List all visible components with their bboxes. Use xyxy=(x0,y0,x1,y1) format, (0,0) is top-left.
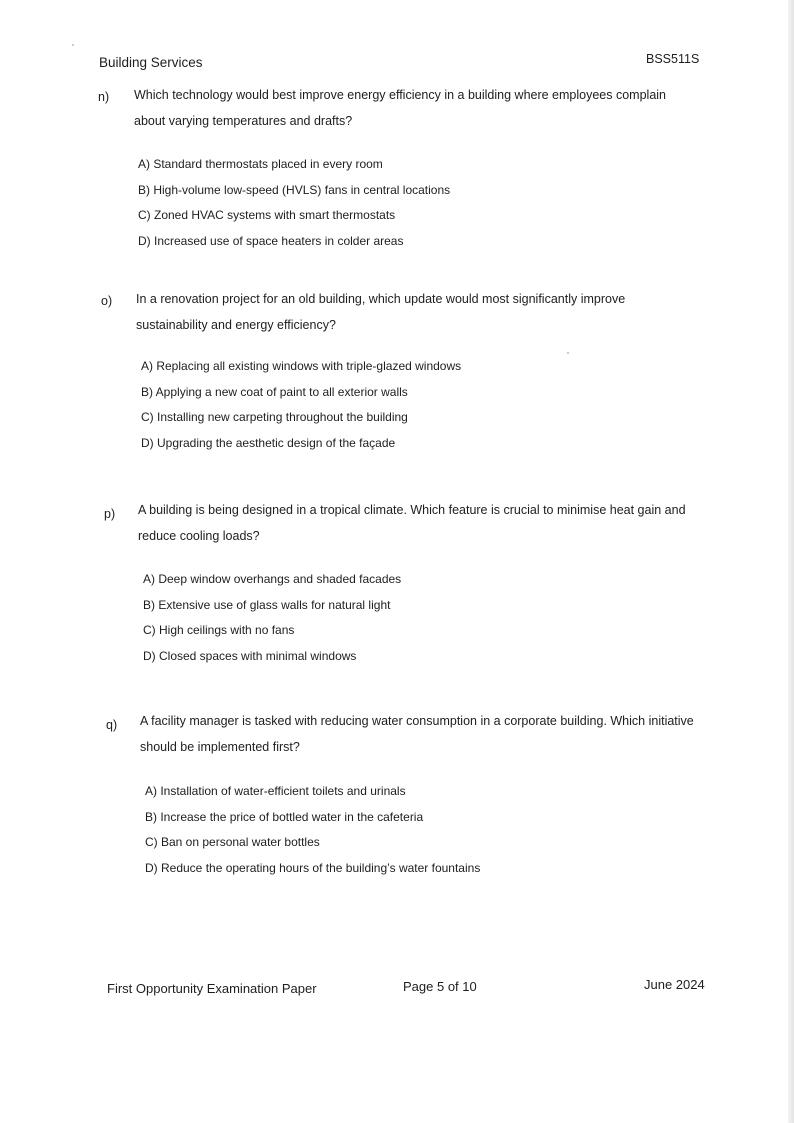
option-c: C) Zoned HVAC systems with smart thermostats xyxy=(138,208,396,222)
question-text: Which technology would best improve energy efficiency in a building where employees complain about varying temperatures and drafts? xyxy=(134,88,667,128)
option-c: C) High ceilings with no fans xyxy=(143,623,295,637)
answer-options xyxy=(141,354,461,456)
footer-title: First Opportunity Examination Paper xyxy=(107,981,317,996)
option-b: B) High-volume low-speed (HVLS) fans in central locations xyxy=(138,182,451,197)
option-b: B) Extensive use of glass walls for natural light xyxy=(143,597,391,612)
question-text: A building is being designed in a tropical climate. Which feature is crucial to minimise heat gain and reduce cooling loads? xyxy=(138,503,686,543)
answer-options xyxy=(143,567,401,669)
answer-options xyxy=(138,152,450,254)
question-number: p) xyxy=(104,507,116,521)
exam-date: June 2024 xyxy=(644,977,705,992)
question-number: q) xyxy=(106,718,118,732)
option-a: A) Standard thermostats placed in every room xyxy=(138,157,383,171)
option-d: D) Increased use of space heaters in colder areas xyxy=(138,233,404,248)
scan-page-edge xyxy=(788,0,794,1123)
option-c: C) Ban on personal water bottles xyxy=(145,835,320,849)
question-text: A facility manager is tasked with reducing water consumption in a corporate building. Which initiative should be implemented first? xyxy=(140,714,694,754)
answer-options xyxy=(145,779,480,881)
course-code: BSS511S xyxy=(646,52,700,66)
scan-speck xyxy=(72,44,74,46)
option-a: A) Replacing all existing windows with triple-glazed windows xyxy=(141,359,462,373)
scan-speck xyxy=(567,352,569,354)
question-number: n) xyxy=(98,90,110,104)
course-name: Building Services xyxy=(99,55,203,70)
option-d: D) Reduce the operating hours of the building’s water fountains xyxy=(145,860,481,875)
option-d: D) Upgrading the aesthetic design of the façade xyxy=(141,435,396,450)
option-b: B) Increase the price of bottled water in the cafeteria xyxy=(145,809,424,824)
option-c: C) Installing new carpeting throughout the building xyxy=(141,410,408,424)
question-number: o) xyxy=(101,294,113,308)
option-d: D) Closed spaces with minimal windows xyxy=(143,648,357,663)
question-text: In a renovation project for an old building, which update would most significantly improve sustainability and energy efficiency? xyxy=(136,292,626,332)
option-b: B) Applying a new coat of paint to all exterior walls xyxy=(141,384,408,399)
page-number: Page 5 of 10 xyxy=(403,979,477,994)
option-a: A) Deep window overhangs and shaded facades xyxy=(143,572,402,586)
option-a: A) Installation of water-efficient toilets and urinals xyxy=(145,784,406,798)
